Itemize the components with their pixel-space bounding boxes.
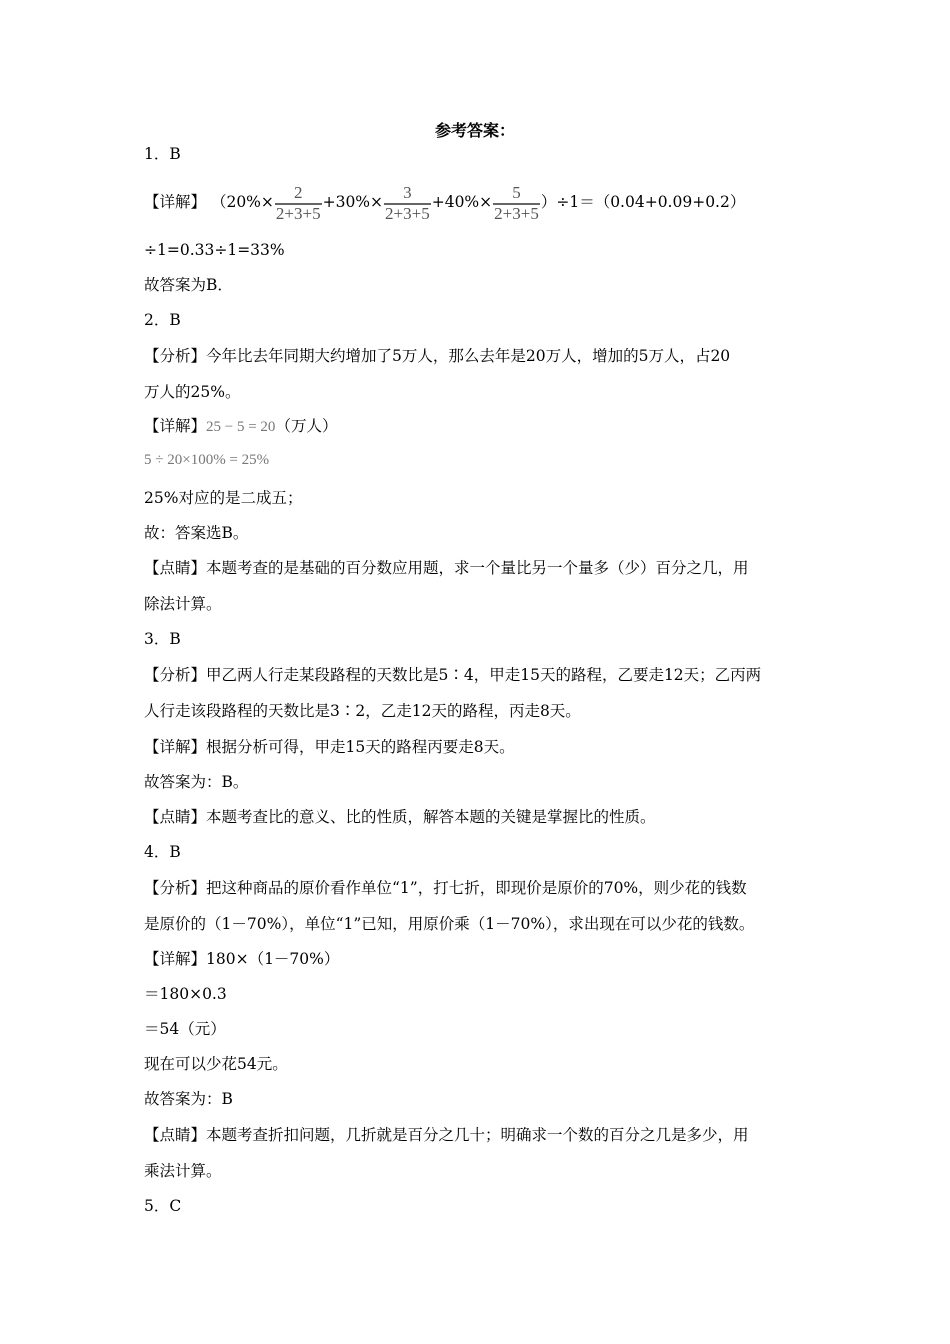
q2-detail-unit: （万人） [275, 417, 338, 435]
q4-comment-line-2: 乘法计算。 [144, 1162, 222, 1180]
q4-detail: 【详解】180×（1－70%） [144, 950, 340, 968]
q4-step-1: ＝180×0.3 [144, 985, 227, 1003]
q1-fraction-2-numerator: 3 [403, 182, 412, 202]
q3-analysis-line-1: 【分析】甲乙两人行走某段路程的天数比是5∶4，甲走15天的路程，乙要走12天；乙丙两 [144, 666, 762, 684]
q2-comment-line-2: 除法计算。 [144, 595, 222, 613]
q1-detail-part-b: +30%× [322, 193, 384, 211]
q1-answer: 1．B [144, 145, 181, 163]
q4-line-a: 现在可以少花54元。 [144, 1055, 288, 1073]
q1-fraction-1 [275, 184, 322, 223]
q4-comment-line-1: 【点睛】本题考查折扣问题，几折就是百分之几十；明确求一个数的百分之几是多少，用 [144, 1126, 749, 1144]
q4-analysis-line-1: 【分析】把这种商品的原价看作单位“1”，打七折，即现价是原价的70%，则少花的钱数 [144, 879, 747, 897]
q2-conclusion: 故：答案选B。 [144, 524, 249, 542]
q3-answer: 3．B [144, 630, 181, 648]
q1-fraction-3-numerator: 5 [512, 182, 521, 202]
q1-detail-part-c: +40%× [431, 193, 493, 211]
q1-detail-line-2: ÷1=0.33÷1=33% [144, 241, 285, 259]
q4-conclusion: 故答案为：B [144, 1090, 233, 1108]
page-title: 参考答案： [434, 121, 515, 140]
q2-line-a: 25%对应的是二成五； [144, 489, 303, 507]
q2-analysis-line-2: 万人的25%。 [144, 383, 241, 401]
q4-answer: 4．B [144, 843, 181, 861]
q2-analysis-line-1: 【分析】今年比去年同期大约增加了5万人，那么去年是20万人，增加的5万人，占20 [144, 347, 731, 365]
q3-analysis-line-2: 人行走该段路程的天数比是3∶2，乙走12天的路程，丙走8天。 [144, 702, 581, 720]
q1-fraction-3-denominator: 2+3+5 [494, 203, 539, 223]
q2-answer: 2．B [144, 311, 181, 329]
q3-comment: 【点睛】本题考查比的意义、比的性质，解答本题的关键是掌握比的性质。 [144, 808, 656, 826]
q1-detail [144, 180, 745, 224]
q2-detail-label: 【详解】 [144, 417, 207, 435]
q4-step-2: ＝54（元） [144, 1020, 226, 1038]
q3-detail: 【详解】根据分析可得，甲走15天的路程丙要走8天。 [144, 738, 515, 756]
q2-expression-2: 5 ÷ 20×100% = 25% [144, 452, 270, 468]
q1-detail-part-d: ）÷1＝（0.04+0.09+0.2） [540, 193, 746, 211]
q1-detail-part-a: （20%× [210, 193, 274, 211]
q1-conclusion: 故答案为B． [144, 276, 233, 294]
q2-comment-line-1: 【点睛】本题考查的是基础的百分数应用题，求一个量比另一个量多（少）百分之几，用 [144, 559, 749, 577]
q1-fraction-2-denominator: 2+3+5 [385, 203, 430, 223]
q4-analysis-line-2: 是原价的（1－70%），单位“1”已知，用原价乘（1－70%），求出现在可以少花的钱数。 [144, 915, 755, 933]
q5-answer: 5．C [144, 1197, 182, 1215]
q1-fraction-1-numerator: 2 [294, 182, 303, 202]
q1-fraction-2 [384, 184, 431, 223]
q1-detail-label: 【详解】 [144, 193, 207, 211]
q2-detail [144, 416, 337, 437]
q3-conclusion: 故答案为：B。 [144, 773, 249, 791]
q1-fraction-1-denominator: 2+3+5 [275, 203, 321, 223]
q2-detail-expression: 25 − 5 = 20 [206, 419, 276, 435]
q1-fraction-3 [493, 184, 540, 223]
